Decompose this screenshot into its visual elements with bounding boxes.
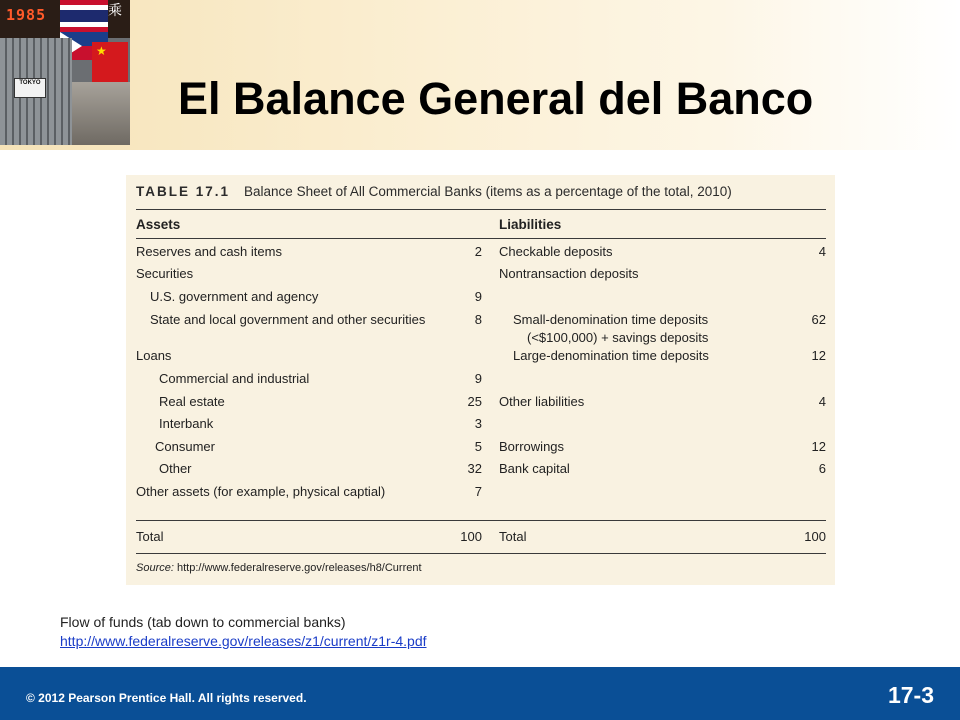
- asset-row-value: 2: [474, 244, 482, 259]
- copyright-text: © 2012 Pearson Prentice Hall. All rights reserved.: [26, 691, 307, 705]
- liability-row-label-continued: (<$100,000) + savings deposits: [527, 330, 709, 345]
- balance-sheet-table: [126, 175, 835, 585]
- table-top-rule: [136, 209, 826, 210]
- asset-row-value: 25: [467, 394, 482, 409]
- asset-row-label: U.S. government and agency: [150, 289, 319, 304]
- asset-row-label: Commercial and industrial: [159, 371, 310, 386]
- liabilities-header: Liabilities: [499, 217, 562, 232]
- table-caption: [136, 184, 732, 199]
- assets-total-label: Total: [136, 529, 164, 544]
- source-url: http://www.federalreserve.gov/releases/h8/Current: [176, 562, 422, 574]
- liability-row-value: 4: [818, 394, 826, 409]
- liability-row-label: Borrowings: [499, 439, 565, 454]
- ticker-number: 1985: [6, 6, 47, 24]
- assets-total-value: 100: [460, 529, 482, 544]
- asset-row-value: 3: [474, 416, 482, 431]
- liability-row-value: 6: [818, 461, 826, 476]
- asset-row-label: Loans: [136, 348, 172, 363]
- liabilities-total-value: 100: [804, 529, 826, 544]
- china-flag-icon: [92, 42, 128, 82]
- header-photo-collage: [0, 0, 130, 145]
- exchange-facade: [72, 82, 130, 145]
- asset-row-value: 9: [474, 371, 482, 386]
- ticker-glyph: 乘: [108, 0, 130, 38]
- table-source: [136, 562, 422, 574]
- flow-of-funds-link[interactable]: http://www.federalreserve.gov/releases/z1/current/z1r-4.pdf: [60, 633, 427, 649]
- asset-row-value: 5: [474, 439, 482, 454]
- liabilities-total-label: Total: [499, 529, 527, 544]
- tokyo-sign: TOKYO: [14, 78, 46, 98]
- page-number: 17-3: [887, 682, 934, 708]
- bottom-rule: [136, 553, 826, 554]
- liability-row-label: Nontransaction deposits: [499, 266, 639, 281]
- asset-row-value: 9: [474, 289, 482, 304]
- asset-row-value: 32: [467, 461, 482, 476]
- assets-header: Assets: [136, 217, 181, 232]
- asset-row-label: Securities: [136, 266, 194, 281]
- asset-row-label: Other assets (for example, physical captial): [136, 484, 386, 499]
- slide-title: El Balance General del Banco: [178, 73, 814, 124]
- liability-row-label: Large-denomination time deposits: [513, 348, 709, 363]
- liability-row-value: 62: [811, 312, 826, 327]
- stock-ticker-display: [0, 0, 60, 38]
- liability-row-label: Checkable deposits: [499, 244, 613, 259]
- flow-of-funds-note: Flow of funds (tab down to commercial banks): [60, 614, 346, 630]
- asset-row-label: Interbank: [159, 416, 214, 431]
- slide-footer: [0, 667, 960, 720]
- asset-row-label: Reserves and cash items: [136, 244, 282, 259]
- liability-row-label: Bank capital: [499, 461, 570, 476]
- asset-row-value: 7: [474, 484, 482, 499]
- table-caption-text: Balance Sheet of All Commercial Banks (items as a percentage of the total, 2010): [244, 184, 732, 199]
- source-label: Source:: [136, 562, 174, 574]
- asset-row-label: State and local government and other securities: [150, 312, 426, 327]
- liability-row-value: 4: [818, 244, 826, 259]
- asset-row-label: Real estate: [159, 394, 225, 409]
- liability-row-value: 12: [811, 348, 826, 363]
- asset-row-label: Consumer: [155, 439, 215, 454]
- totals-rule: [136, 520, 826, 521]
- liability-row-label: Other liabilities: [499, 394, 585, 409]
- thailand-flag-icon: [60, 0, 108, 32]
- liability-row-value: 12: [811, 439, 826, 454]
- asset-row-label: Other: [159, 461, 192, 476]
- table-number: TABLE 17.1: [136, 184, 231, 199]
- asset-row-value: 8: [474, 312, 482, 327]
- liability-row-label: Small-denomination time deposits: [513, 312, 709, 327]
- header-rule: [136, 238, 826, 239]
